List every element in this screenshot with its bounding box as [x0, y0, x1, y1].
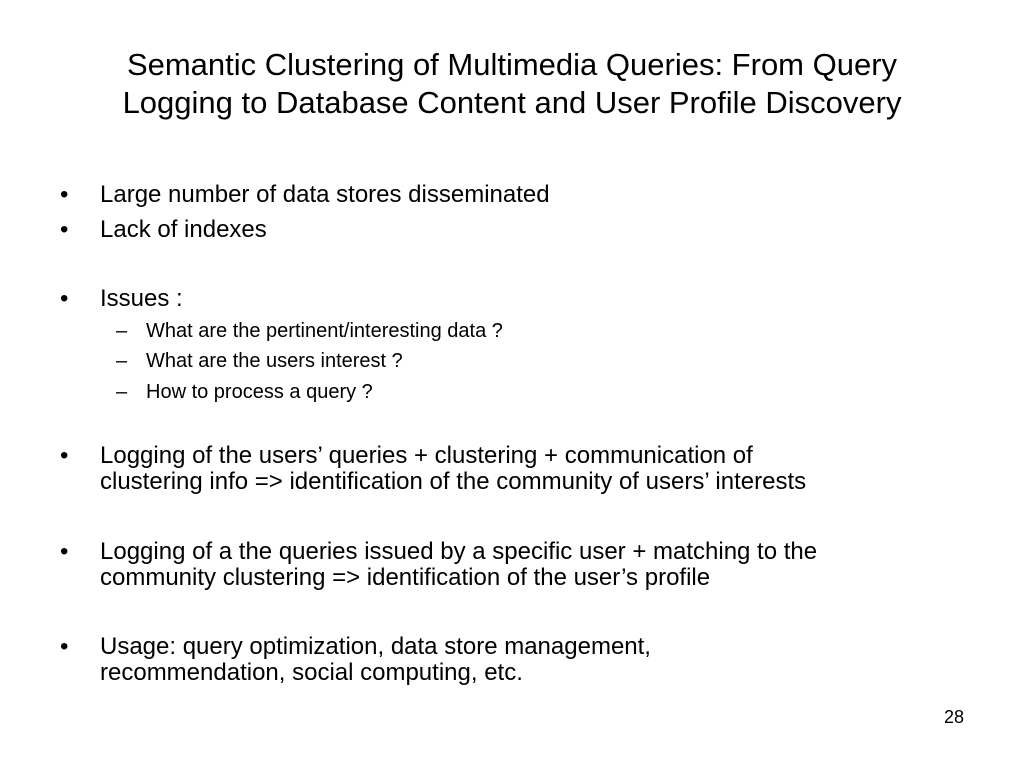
bullet-text [100, 217, 980, 243]
bullet-text-line: community clustering => identification of the user’s profile [100, 564, 711, 591]
bullet-text-line: Logging of a the queries issued by a specific user + matching to the [100, 538, 818, 565]
page-number: 28 [943, 707, 964, 727]
sub-bullet-marker: – [116, 381, 128, 403]
slide-title-line: Logging to Database Content and User Profile Discovery [122, 85, 902, 120]
sub-bullet-text: What are the pertinent/interesting data ? [146, 320, 503, 342]
sub-bullet-marker: – [116, 350, 128, 372]
bullet-marker: • [60, 633, 69, 660]
bullet-marker: • [60, 216, 69, 243]
bullet-text-line: Issues : [100, 285, 183, 312]
bullet-marker: • [60, 285, 69, 312]
bullet-text [100, 443, 980, 495]
bullet-text-line: Logging of the users’ queries + clustering + communication of [100, 442, 753, 469]
bullet-marker: • [60, 442, 69, 469]
slide-title [40, 46, 984, 122]
bullet-text [100, 286, 980, 312]
sub-bullet-marker: – [116, 320, 128, 342]
bullet-text [100, 182, 980, 208]
bullet-text-line: Lack of indexes [100, 216, 267, 243]
bullet-marker: • [60, 181, 69, 208]
bullet-text [100, 634, 980, 686]
bullet-text [100, 539, 980, 591]
bullet-text-line: clustering info => identification of the community of users’ interests [100, 468, 807, 495]
sub-bullet-text: How to process a query ? [146, 381, 373, 403]
sub-bullet-text: What are the users interest ? [146, 350, 403, 372]
slide-title-line: Semantic Clustering of Multimedia Queries: From Query [126, 47, 898, 82]
bullet-marker: • [60, 538, 69, 565]
bullet-text-line: Large number of data stores disseminated [100, 181, 550, 208]
bullet-text-line: Usage: query optimization, data store management, [100, 633, 651, 660]
bullet-text-line: recommendation, social computing, etc. [100, 659, 523, 686]
